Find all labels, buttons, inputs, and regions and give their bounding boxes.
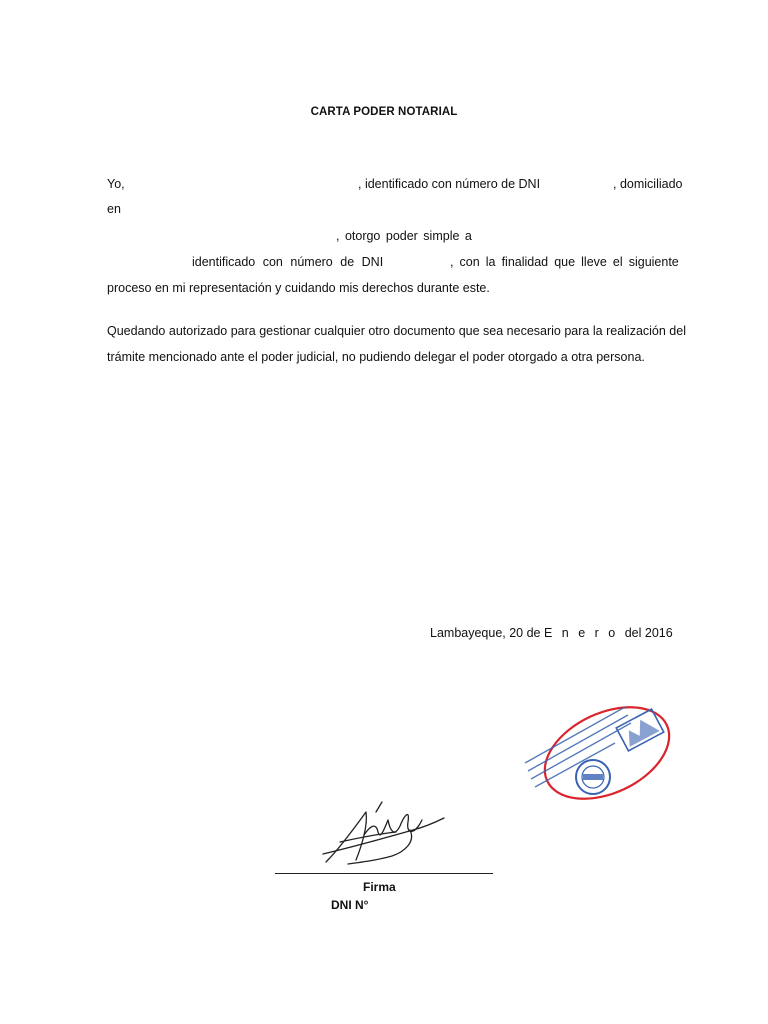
text-proceso: proceso en mi representación y cuidando mis derechos durante este. xyxy=(107,281,490,295)
date-line xyxy=(430,626,673,640)
word-numero: número xyxy=(290,255,333,269)
text-finalidad: , con la finalidad que lleve el siguiente xyxy=(450,255,679,269)
paragraph-autorizacion: Quedando autorizado para gestionar cualquier otro documento que sea necesario para la realización del trámite mencionado ante el poder judicial, no pudiendo delegar el poder otorgado a otra persona. xyxy=(107,324,686,364)
stamp-blue-lines xyxy=(525,707,631,787)
text-domiciliado: , domiciliado xyxy=(613,177,683,191)
word-con: con xyxy=(262,255,283,269)
date-month: E n e r o xyxy=(544,626,619,640)
text-en: en xyxy=(107,202,121,216)
dni-label: DNI N° xyxy=(331,898,369,912)
word-dni: DNI xyxy=(361,255,384,269)
signature-line xyxy=(275,873,493,874)
word-de: de xyxy=(340,255,355,269)
stamp-red-oval xyxy=(530,689,675,815)
handwritten-signature xyxy=(318,790,448,875)
text-identificado-dni-2 xyxy=(192,255,383,269)
text-identificado-dni: , identificado con número de DNI xyxy=(358,177,541,191)
document-title: CARTA PODER NOTARIAL xyxy=(310,106,458,118)
date-year: del 2016 xyxy=(624,626,673,640)
firma-label: Firma xyxy=(363,880,396,894)
text-yo: Yo, xyxy=(107,177,125,191)
word-identificado: identificado xyxy=(192,255,256,269)
text-otorgo-poder: , otorgo poder simple a xyxy=(336,229,472,243)
notary-stamp xyxy=(515,685,675,815)
stamp-emblem xyxy=(616,709,664,751)
date-place-day: Lambayeque, 20 de xyxy=(430,626,541,640)
